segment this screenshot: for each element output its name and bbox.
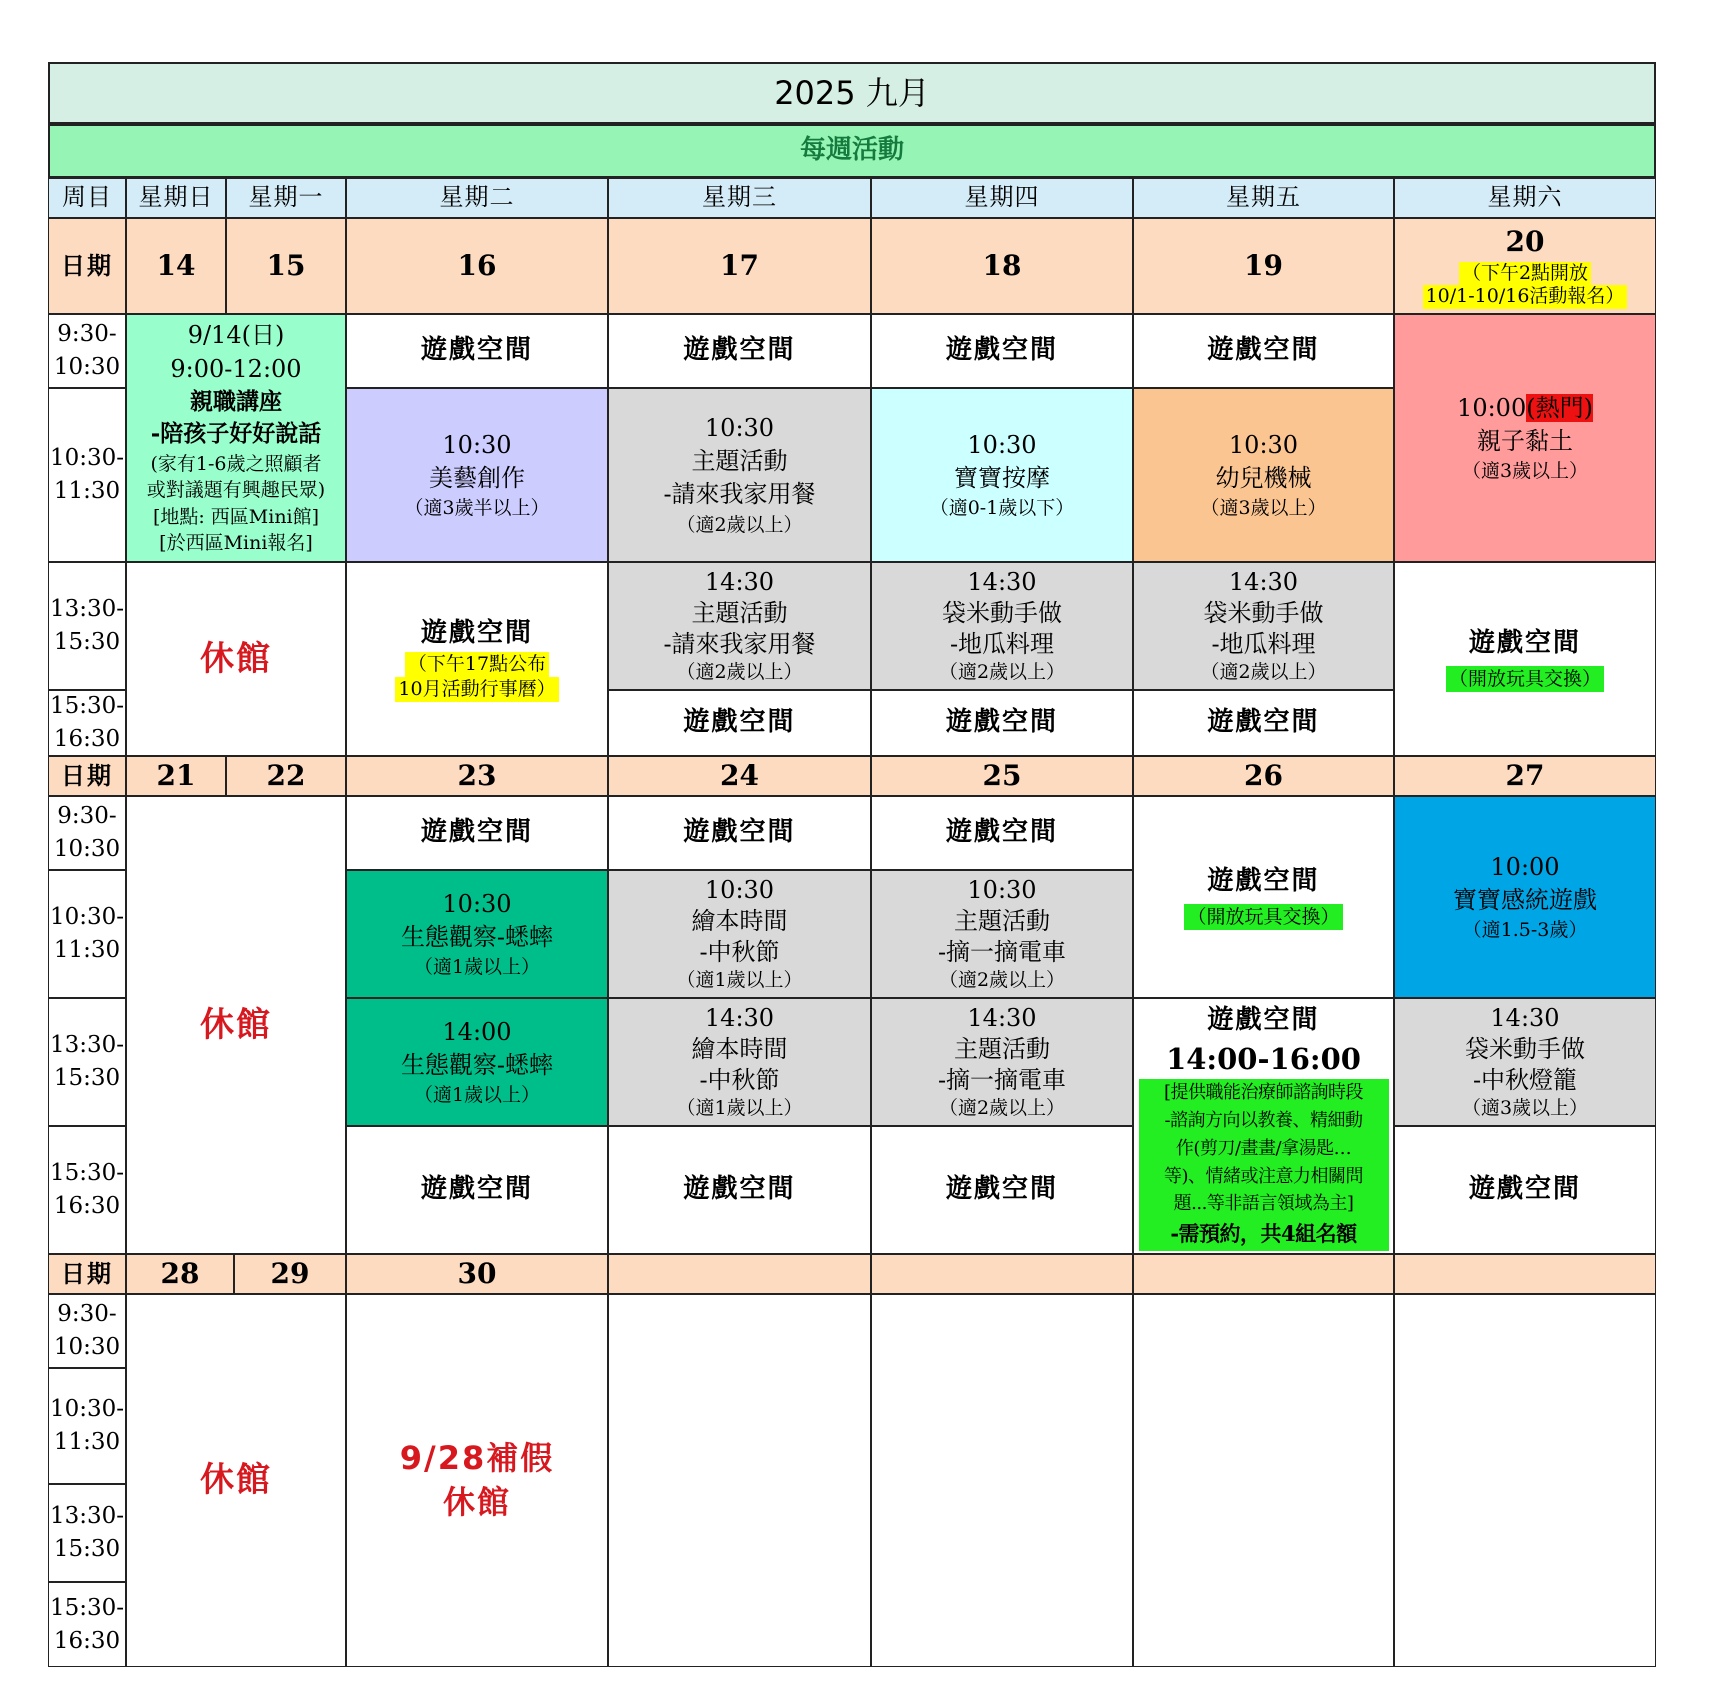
time-slot-label: 13:30- 15:30 bbox=[48, 562, 126, 690]
play-space: 遊戲空間 bbox=[871, 314, 1133, 388]
closed-label: 休館 bbox=[126, 562, 346, 756]
date-cell: 25 bbox=[871, 756, 1133, 796]
date-cell: 21 bbox=[126, 756, 226, 796]
play-space-toy-exchange: 遊戲空間 （開放玩具交換） bbox=[1133, 796, 1394, 998]
date-cell: 14 bbox=[126, 218, 226, 314]
closed-label: 休館 bbox=[126, 1294, 346, 1667]
parenting-lecture-event: 9/14(日) 9:00-12:00 親職講座 -陪孩子好好說話 (家有1-6歲之照顧者 或對議題有興趣民眾) [地點: 西區Mini館] [於西區Mini報名] bbox=[126, 314, 346, 562]
play-space: 遊戲空間 bbox=[608, 1126, 871, 1254]
date-cell: 15 bbox=[226, 218, 346, 314]
activity-theme: 14:30 主題活動 -請來我家用餐 （適2歲以上） bbox=[608, 562, 871, 690]
date-cell: 22 bbox=[226, 756, 346, 796]
empty-day bbox=[871, 1294, 1133, 1667]
calendar-title bbox=[48, 62, 1656, 124]
play-space: 遊戲空間 bbox=[1394, 1126, 1656, 1254]
header-wednesday: 星期三 bbox=[608, 178, 871, 218]
date-cell: 24 bbox=[608, 756, 871, 796]
time-slot-label: 13:30- 15:30 bbox=[48, 998, 126, 1126]
activity-baby-massage: 10:30 寶寶按摩 （適0-1歲以下） bbox=[871, 388, 1133, 562]
play-space: 遊戲空間 bbox=[1133, 690, 1394, 756]
activity-theme: 10:30 主題活動 -摘一摘電車 （適2歲以上） bbox=[871, 870, 1133, 998]
play-space: 遊戲空間 bbox=[608, 690, 871, 756]
registration-note: （下午2點開放 bbox=[1459, 262, 1591, 286]
time-slot-label: 15:30- 16:30 bbox=[48, 1582, 126, 1667]
subtitle-text: 每週活動 bbox=[799, 135, 904, 166]
play-space: 遊戲空間 bbox=[871, 1126, 1133, 1254]
play-space: 遊戲空間 bbox=[346, 314, 608, 388]
play-space: 遊戲空間 bbox=[871, 796, 1133, 870]
therapist-consultation: 遊戲空間 14:00-16:00 [提供職能治療師諮詢時段 -諮詢方向以教養、精細動 作(剪刀/畫畫/拿湯匙… 等)、情緒或注意力相關問 題...等非語言領域為主] -需預約，共4組名額 bbox=[1133, 998, 1394, 1254]
activity-picture-book: 14:30 繪本時間 -中秋節 （適1歲以上） bbox=[608, 998, 871, 1126]
consultation-time: 14:00-16:00 bbox=[1166, 1041, 1361, 1076]
date-cell: 26 bbox=[1133, 756, 1394, 796]
date-cell: 28 bbox=[126, 1254, 234, 1294]
activity-art: 10:30 美藝創作 （適3歲半以上） bbox=[346, 388, 608, 562]
play-space: 遊戲空間 bbox=[346, 1126, 608, 1254]
title-text: 2025 九月 bbox=[774, 73, 930, 112]
play-space-with-note: 遊戲空間 （下午17點公布 10月活動行事曆） bbox=[346, 562, 608, 756]
activity-theme: 14:30 主題活動 -摘一摘電車 （適2歲以上） bbox=[871, 998, 1133, 1126]
time-slot-label: 10:30- 11:30 bbox=[48, 388, 126, 562]
activity-ecology: 14:00 生態觀察-蟋蟀 （適1歲以上） bbox=[346, 998, 608, 1126]
activity-rice-bag: 14:30 袋米動手做 -中秋燈籠 （適3歲以上） bbox=[1394, 998, 1656, 1126]
activity-clay: 10:00(熱門) 親子黏土 （適3歲以上） bbox=[1394, 314, 1656, 562]
date-cell-saturday: 20 （下午2點開放 10/1-10/16活動報名） bbox=[1394, 218, 1656, 314]
time-slot-label: 9:30- 10:30 bbox=[48, 1294, 126, 1368]
date-label: 日期 bbox=[48, 218, 126, 314]
date-cell: 17 bbox=[608, 218, 871, 314]
date-cell: 29 bbox=[234, 1254, 346, 1294]
time-slot-label: 10:30- 11:30 bbox=[48, 870, 126, 998]
activity-ecology: 10:30 生態觀察-蟋蟀 （適1歲以上） bbox=[346, 870, 608, 998]
empty-day bbox=[1394, 1294, 1656, 1667]
toy-exchange-note: （開放玩具交換） bbox=[1184, 904, 1342, 930]
play-space: 遊戲空間 bbox=[608, 796, 871, 870]
play-space-toy-exchange: 遊戲空間 （開放玩具交換） bbox=[1394, 562, 1656, 756]
date-label: 日期 bbox=[48, 756, 126, 796]
date-cell: 16 bbox=[346, 218, 608, 314]
calendar bbox=[48, 62, 1656, 1667]
weekly-activities-banner bbox=[48, 124, 1656, 178]
header-week: 周目 bbox=[48, 178, 126, 218]
time-slot-label: 9:30- 10:30 bbox=[48, 796, 126, 870]
header-tuesday: 星期二 bbox=[346, 178, 608, 218]
activity-rice-bag: 14:30 袋米動手做 -地瓜料理 （適2歲以上） bbox=[1133, 562, 1394, 690]
time-slot-label: 15:30- 16:30 bbox=[48, 690, 126, 756]
date-cell: 23 bbox=[346, 756, 608, 796]
activity-machinery: 10:30 幼兒機械 （適3歲以上） bbox=[1133, 388, 1394, 562]
date-label: 日期 bbox=[48, 1254, 126, 1294]
play-space: 遊戲空間 bbox=[871, 690, 1133, 756]
play-space: 遊戲空間 bbox=[608, 314, 871, 388]
time-slot-label: 10:30- 11:30 bbox=[48, 1368, 126, 1484]
empty-day bbox=[608, 1294, 871, 1667]
play-space: 遊戲空間 bbox=[346, 796, 608, 870]
holiday-closed: 9/28補假 休館 bbox=[346, 1294, 608, 1667]
date-cell: 27 bbox=[1394, 756, 1656, 796]
activity-rice-bag: 14:30 袋米動手做 -地瓜料理 （適2歲以上） bbox=[871, 562, 1133, 690]
header-saturday: 星期六 bbox=[1394, 178, 1656, 218]
date-cell-empty bbox=[1394, 1254, 1656, 1294]
registration-note: 10/1-10/16活動報名） bbox=[1423, 285, 1628, 309]
time-slot-label: 15:30- 16:30 bbox=[48, 1126, 126, 1254]
toy-exchange-note: （開放玩具交換） bbox=[1446, 666, 1604, 692]
date-cell: 19 bbox=[1133, 218, 1394, 314]
date-cell: 18 bbox=[871, 218, 1133, 314]
hot-badge: (熱門) bbox=[1526, 393, 1593, 422]
time-slot-label: 9:30- 10:30 bbox=[48, 314, 126, 388]
consultation-details: [提供職能治療師諮詢時段 -諮詢方向以教養、精細動 作(剪刀/畫畫/拿湯匙… 等)、情緒或注意力相關問 題...等非語言領域為主] -需預約，共4組名額 bbox=[1139, 1079, 1389, 1251]
activity-sensory-play: 10:00 寶寶感統遊戲 （適1.5-3歲） bbox=[1394, 796, 1656, 998]
header-friday: 星期五 bbox=[1133, 178, 1394, 218]
date-cell-empty bbox=[1133, 1254, 1394, 1294]
header-thursday: 星期四 bbox=[871, 178, 1133, 218]
date-cell-empty bbox=[871, 1254, 1133, 1294]
calendar-release-note: 10月活動行事曆） bbox=[395, 677, 558, 702]
activity-theme: 10:30 主題活動 -請來我家用餐 （適2歲以上） bbox=[608, 388, 871, 562]
activity-picture-book: 10:30 繪本時間 -中秋節 （適1歲以上） bbox=[608, 870, 871, 998]
header-sunday: 星期日 bbox=[126, 178, 226, 218]
closed-label: 休館 bbox=[126, 796, 346, 1254]
calendar-release-note: （下午17點公布 bbox=[405, 652, 549, 677]
play-space: 遊戲空間 bbox=[1133, 314, 1394, 388]
date-cell: 30 bbox=[346, 1254, 608, 1294]
header-monday: 星期一 bbox=[226, 178, 346, 218]
time-slot-label: 13:30- 15:30 bbox=[48, 1484, 126, 1582]
date-cell-empty bbox=[608, 1254, 871, 1294]
empty-day bbox=[1133, 1294, 1394, 1667]
